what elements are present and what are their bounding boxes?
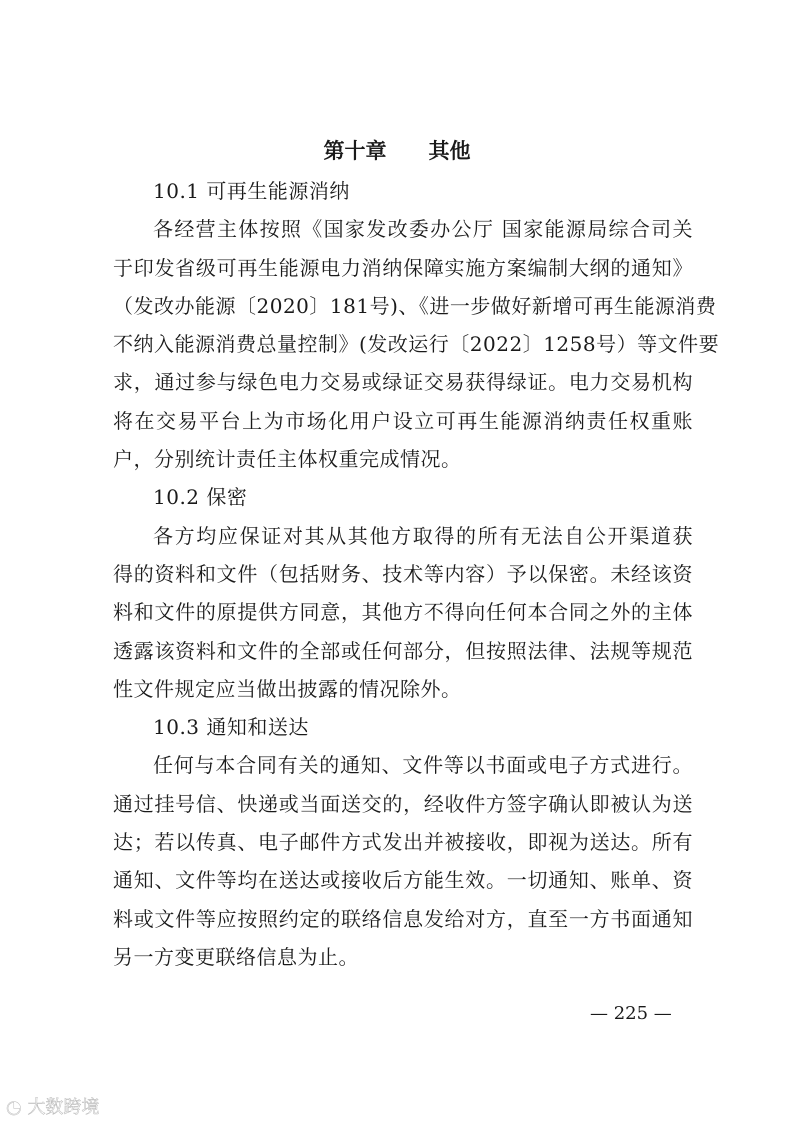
paragraph-line: 通知、文件等均在送达或接收后方能生效。一切通知、账单、资 [113, 868, 693, 893]
paragraph-line: 户，分别统计责任主体权重完成情况。 [113, 447, 462, 472]
paragraph-line: 不纳入能源消费总量控制》(发改运行〔2022〕1258号）等文件要 [113, 332, 720, 357]
watermark-logo: ◔ 大数跨境 [6, 1097, 100, 1118]
chapter-title: 第十章 其他 [323, 139, 471, 163]
paragraph-line: 透露该资料和文件的全部或任何部分，但按照法律、法规等规范 [113, 638, 693, 663]
document-body [113, 172, 720, 976]
paragraph-line: 将在交易平台上为市场化用户设立可再生能源消纳责任权重账 [113, 408, 693, 433]
paragraph-line: 性文件规定应当做出披露的情况除外。 [113, 676, 462, 701]
paragraph-line: 任何与本合同有关的通知、文件等以书面或电子方式进行。 [153, 753, 693, 778]
paragraph-line: 得的资料和文件（包括财务、技术等内容）予以保密。未经该资 [113, 561, 693, 586]
paragraph-line: 另一方变更联络信息为止。 [113, 944, 359, 969]
page-number: — 225 — [590, 1003, 672, 1024]
section-heading: 10.2 保密 [153, 485, 248, 510]
section-heading: 10.3 通知和送达 [153, 715, 309, 740]
paragraph-line: 达；若以传真、电子邮件方式发出并被接收，即视为送达。所有 [113, 830, 693, 855]
paragraph-line: （发改办能源〔2020〕181号)、《进一步做好新增可再生能源消费 [113, 293, 717, 318]
watermark-text: 大数跨境 [27, 1097, 100, 1118]
paragraph-line: 料和文件的原提供方同意，其他方不得向任何本合同之外的主体 [113, 600, 693, 625]
paragraph-line: 各经营主体按照《国家发改委办公厅 国家能源局综合司关 [153, 217, 693, 242]
paragraph-line: 通过挂号信、快递或当面送交的，经收件方签字确认即被认为送 [113, 791, 693, 816]
paragraph-line: 各方均应保证对其从其他方取得的所有无法自公开渠道获 [153, 523, 693, 548]
section-heading: 10.1 可再生能源消纳 [153, 179, 350, 203]
paragraph-line: 求，通过参与绿色电力交易或绿证交易获得绿证。电力交易机构 [113, 370, 693, 395]
paragraph-line: 于印发省级可再生能源电力消纳保障实施方案编制大纲的通知》 [113, 255, 693, 280]
paragraph-line: 料或文件等应按照约定的联络信息发给对方，直至一方书面通知 [113, 906, 693, 931]
